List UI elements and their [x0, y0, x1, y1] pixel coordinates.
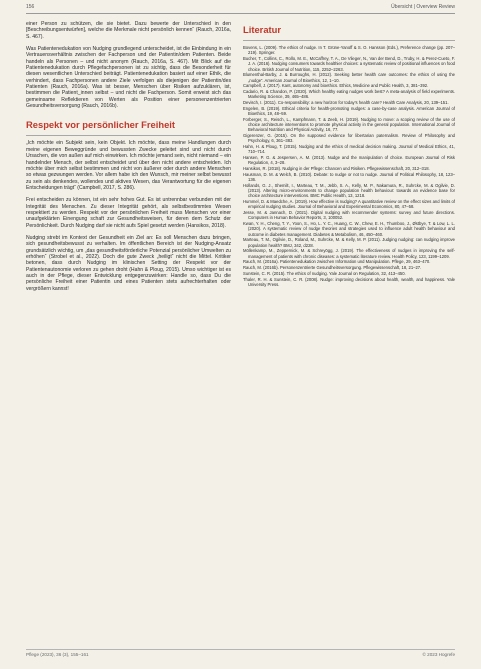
reference-item: Kwan, Y. H., Cheng, T. Y., Yoon, S., Ho, L. Y. C., Huang, C. W., Chew, E. H., Thumboo, J., Østbye, T. & Low, L. L. (2020). A systematic review of nudge theories and strategies used to influence adult health behaviour and outcome in diabetes management. Diabetes & Metabolism, 46, 450–460.: [243, 221, 455, 237]
body-paragraph: Nudging strebt im Kontext der Gesundheit ein Ziel an: Es soll Menschen dazu bringen, sich gesundheitsbewusst zu verhalten. Im öffentlichen Bereich ist der Nudging-Ansatz grundsätzlich wichtig, um „das gesundheitsförderliche Potenzial persönlicher Umwelten zu erhöhen“ (Strobel et al., 2022). Doch die gute Zweck „heiligt“ nicht die Mittel. Kritiker betonen, dass durch Nudging im klinischen Setting der Respekt vor der Patientenautonomie verloren zu gehen droht (Hahn & Ploug, 2015). Umso wichtiger ist es auch in der Pflege, dieser Entwicklung entgegenzuwirken: Handle so, dass Du die persönliche Freiheit einer Patientin und eines Patienten stets aufrechterhalten oder vergrößern kannst!: [26, 234, 231, 292]
left-column: [26, 21, 231, 643]
reference-item: Jesse, M. & Jannach, D. (2021). Digital nudging with recommender systems: survey and future directions. Computers in Human Behavior Reports, 3, 100052.: [243, 210, 455, 221]
section-heading-rule: [26, 135, 231, 136]
references-heading-rule: [243, 40, 455, 41]
journal-citation: Pflege (2023), 36 (3), 155–161: [26, 652, 89, 657]
reference-item: Hollands, G. J., Shemilt, I., Marteau, T. M., Jebb, S. A., Kelly, M. P., Nakamura, R., Suhrcke, M. & Ogilvie, D. (2013). Altering micro-environments to change population health behaviour: towards an evidence base for choice architecture interventions. BMC Public Health, 13, 1218.: [243, 182, 455, 199]
reference-item: Thaler, R. H. & Sunstein, C. R. (2008). Nudge: improving decisions about health, wealth, and happiness. Yale University Press.: [243, 276, 455, 287]
reference-item: Hummel, D. & Maedche, A. (2019). How effective is nudging? A quantitative review on the effect sizes and limits of empirical nudging studies. Journal of Behavioral and Experimental Economics, 80, 47–58.: [243, 199, 455, 210]
reference-item: Gigerenzer, G. (2015). On the supposed evidence for libertarian paternalism. Review of Philosophy and Psychology, 6, 361–383.: [243, 133, 455, 144]
reference-item: Hansen, P. G. & Jespersen, A. M. (2013). Nudge and the manipulation of choice. European Journal of Risk Regulation, 4, 3–28.: [243, 155, 455, 166]
intro-paragraph: einer Person zu schützen, die sie bietet. Dazu bewerte der Unterschied in den [Beschreibungsentwürfen], welche die Merkmale nicht persönlich kennen“ (Rauch, 2016a, S. 467).: [26, 21, 231, 40]
section-heading: Respekt vor persönlicher Freiheit: [26, 119, 176, 131]
reference-item: Rauch, M. (2016b). Personenzentrierte Gesundheitsversorgung. Pflegewissenschaft, 18, 21–27.: [243, 265, 422, 270]
reference-item: Sunstein, C. R. (2015). The ethics of nudging. Yale Journal on Regulation, 32, 413–450.: [243, 270, 406, 276]
page-header: [26, 4, 455, 16]
reference-item: Marteau, T. M., Ogilvie, D., Roland, M., Suhrcke, M. & Kelly, M. P. (2011). Judging nudging: can nudging improve population health? BMJ, 342, d228.: [243, 237, 455, 248]
reference-list: [243, 45, 455, 287]
reference-item: Möllenkamp, M., Zeppernick, M. & Schreyögg, J. (2019). The effectiveness of nudges in improving the self-management of patients with chronic diseases: a systematic literature review. Health Policy, 123, 1199–1209.: [243, 248, 455, 259]
body-paragraph: Frei entscheiden zu können, ist ein sehr hohes Gut. Es ist untrennbar verbunden mit der Integrität des Menschen. Zu dieser Integrität gehört, als selbstbestimmtes Wesen respektiert zu werden. Respekt vor der persönlichen Freiheit muss Menschen vor einer unaufgeklärten Einengung schaft zur Gesundheitsweisen, für deren dem Schutz der Persönlichkeit. Durch Nudging darf sie nicht aufs Spiel gesetzt werden (Hansikos, 2018).: [26, 197, 231, 229]
reference-item: Rauch, M. (2016a). Patientenedukation zwischen Information und Manipulation. Pflege, 29, 463–470.: [243, 259, 431, 265]
reference-item: Cadario, R. & Chandon, P. (2020). Which healthy eating nudges work best? A meta-analysis of field experiments. Marketing Science, 39, 465–486.: [243, 89, 455, 100]
reference-item: Hahn, H. & Ploug, T. (2015). Nudging and the ethics of medical decision making. Journal of Medical Ethics, 41, 710–714.: [243, 144, 455, 155]
page-number: 156: [26, 4, 35, 10]
reference-item: Hansikos, R. (2018). Nudging in der Pflege: Chancen und Risiken. Pflegewissenschaft, 20, 312–318.: [243, 166, 430, 171]
publisher-copyright: © 2023 Hogrefe: [422, 652, 455, 657]
reference-item: Devisch, I. (2011). Co-responsibility: a new horizon for today’s health care? Health Care Analysis, 20, 139–151.: [243, 100, 449, 105]
page-footer: [26, 648, 455, 658]
reference-item: Campbell, J. (2017). Kant, autonomy and bioethics. Ethics, Medicine and Public Health, 3, 381–392.: [243, 83, 429, 89]
reference-item: Blumenthal-Barby, J. & Burroughs, H. (2012). Seeking better health care outcomes: the ethics of using the „nudge“. American Journal of Bioethics, 12, 1–10.: [243, 72, 455, 83]
reference-item: Engelen, B. (2019). Ethical criteria for health-promoting nudges: a case-by-case analysis. American Journal of Bioethics, 19, 48–59.: [243, 105, 455, 116]
reference-item: Hausman, D. M. & Welch, B. (2010). Debate: to nudge or not to nudge. Journal of Political Philosophy, 18, 123–136.: [243, 171, 455, 182]
body-paragraph: „Ich möchte ein Subjekt sein, kein Objekt. Ich möchte, dass meine Handlungen durch meine eigenen Beweggründe und bewussten Zwecke geleitet sind und nicht durch Ursachen, die von außen auf mich einwirken. Ich möchte jemand sein, nicht niemand – ein handelnder Mensch, der selbst entscheidet und über den nicht andere entscheiden. Ich möchte über mich selbst bestimmen und nicht von äußerer oder durch andere Menschen so etwas gezwungen werden. Vor allem habe ich den Wunsch, mir meiner selbst bewusst zu sein als denkendes, wollendes und aktives Wesen, das Verantwortung für die eigenen Entscheidungen trägt“ (Campbell, 2017, S. 286).: [26, 140, 231, 191]
reference-item: Bucher, T., Collins, C., Rollo, M. E., McCaffrey, T. A., De Vlieger, N., Van der Bend, D., Truby, H. & Perez-Cueto, F. J. A. (2016). Nudging consumers towards healthier choices: a systematic review of positional influences on food choice. British Journal of Nutrition, 115, 2252–2263.: [243, 56, 455, 72]
intro-paragraph: Was Patientenedukation von Nudging grundlegend unterscheidet, ist die Einbindung in ein Vertrauensverhältnis zwischen der Fachperson und der Patientin/dem Patienten. Beide handeln als Personen – und nicht anonym (Rauch, 2016a, S. 467). Mit Blick auf die Patientenedukation durch Pflegefachpersonen ist zu sichtig, dass die Besonderheit für diesen wesentlichen Unterschied beiträgt. Patientenedukation basiert auf einer Ethik, die verhindert, dass Fachpersonen andere Ziele verfolgen als diejenigen der Patientin/des Patienten (Rauch, 2016a). Was ist besser, Menschen über Risiken aufzuklären, ist, bestimmen die Patient_innen selbst – und nicht die Fachperson. Somit erweist sich das gemeinsame Reflektieren von Werten als Position einer personenzentrierten Gesundheitsversorgung (Rauch, 2016b).: [26, 46, 231, 110]
references-heading: Literatur: [243, 24, 282, 35]
right-column: [243, 21, 455, 643]
running-title: Übersicht | Overview Review: [391, 4, 455, 10]
reference-item: Bovens, L. (2009). The ethics of nudge. In T. Grüne-Yanoff & S. O. Hansson (Eds.), Preference change (pp. 207–219). Springer.: [243, 45, 455, 56]
header-rule: [26, 13, 455, 14]
reference-item: Forberger, S., Reisch, L., Kampfmann, T. & Zeeb, H. (2019). Nudging to move: a scoping review of the use of choice architecture interventions to promote physical activity in the general population. International Journal of Behavioral Nutrition and Physical Activity, 16, 77.: [243, 116, 455, 133]
